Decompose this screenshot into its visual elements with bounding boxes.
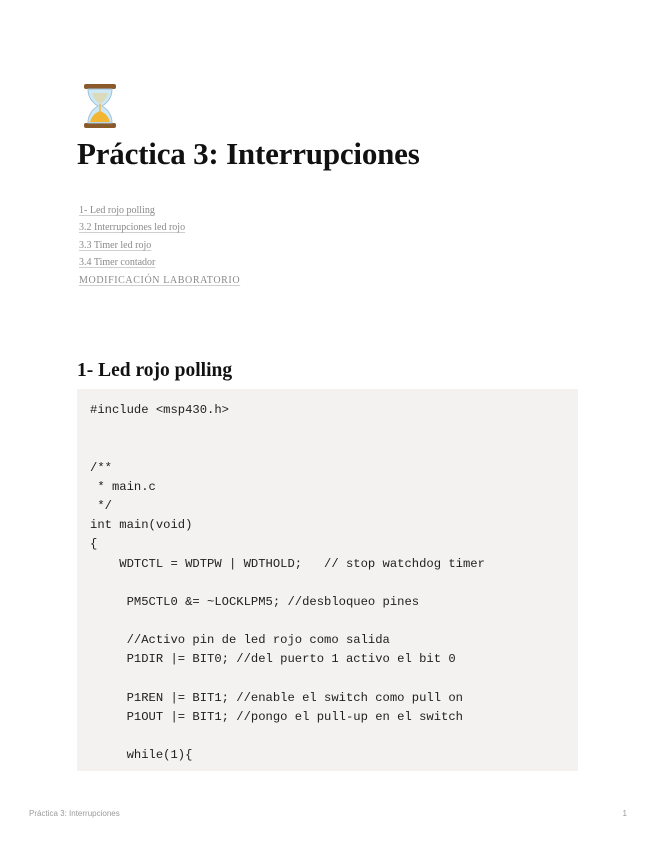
code-line [90,574,485,593]
code-line: P1REN |= BIT1; //enable el switch como pull on [90,690,463,705]
code-line: /** [90,460,112,475]
code-line: WDTCTL = WDTPW | WDTHOLD; // stop watchdog timer [90,556,485,571]
code-line: { [90,537,98,552]
code-line: while(1){ [90,748,193,763]
code-line: P1OUT |= BIT1; //pongo el pull-up en el switch [90,710,463,724]
code-line: */ [90,498,112,513]
code-line: #include <msp430.h> [90,403,229,417]
code-line: P1DIR |= BIT0; //del puerto 1 activo el bit 0 [90,652,456,667]
code-line [90,439,485,458]
toc-item-led-rojo-polling[interactable]: 1- Led rojo polling [79,205,155,216]
code-line: int main(void) [90,518,193,533]
code-line: * main.c [90,479,156,494]
toc-item-timer-contador[interactable]: 3.4 Timer contador [79,257,156,269]
section-heading: 1- Led rojo polling [77,360,233,381]
hourglass-icon [78,82,122,130]
code-line [90,727,485,746]
toc-item-modificacion-laboratorio[interactable]: MODIFICACIÓN LABORATORIO [79,274,241,286]
code-block [77,389,578,771]
toc-item-timer-led-rojo[interactable]: 3.3 Timer led rojo [79,239,152,251]
toc-item-interrupciones-led-rojo[interactable]: 3.2 Interrupciones led rojo [79,222,186,234]
footer-title: Práctica 3: Interrupciones [29,809,120,818]
code-lines [90,401,485,766]
code-line: PM5CTL0 &= ~LOCKLPM5; //desbloqueo pines [90,594,420,609]
code-line [90,612,485,631]
footer-page-number: 1 [622,809,627,818]
table-of-contents [79,202,240,289]
code-line [90,670,485,689]
code-line: //Activo pin de led rojo como salida [90,633,390,648]
page-title: Práctica 3: Interrupciones [77,136,420,171]
code-line [90,420,485,439]
